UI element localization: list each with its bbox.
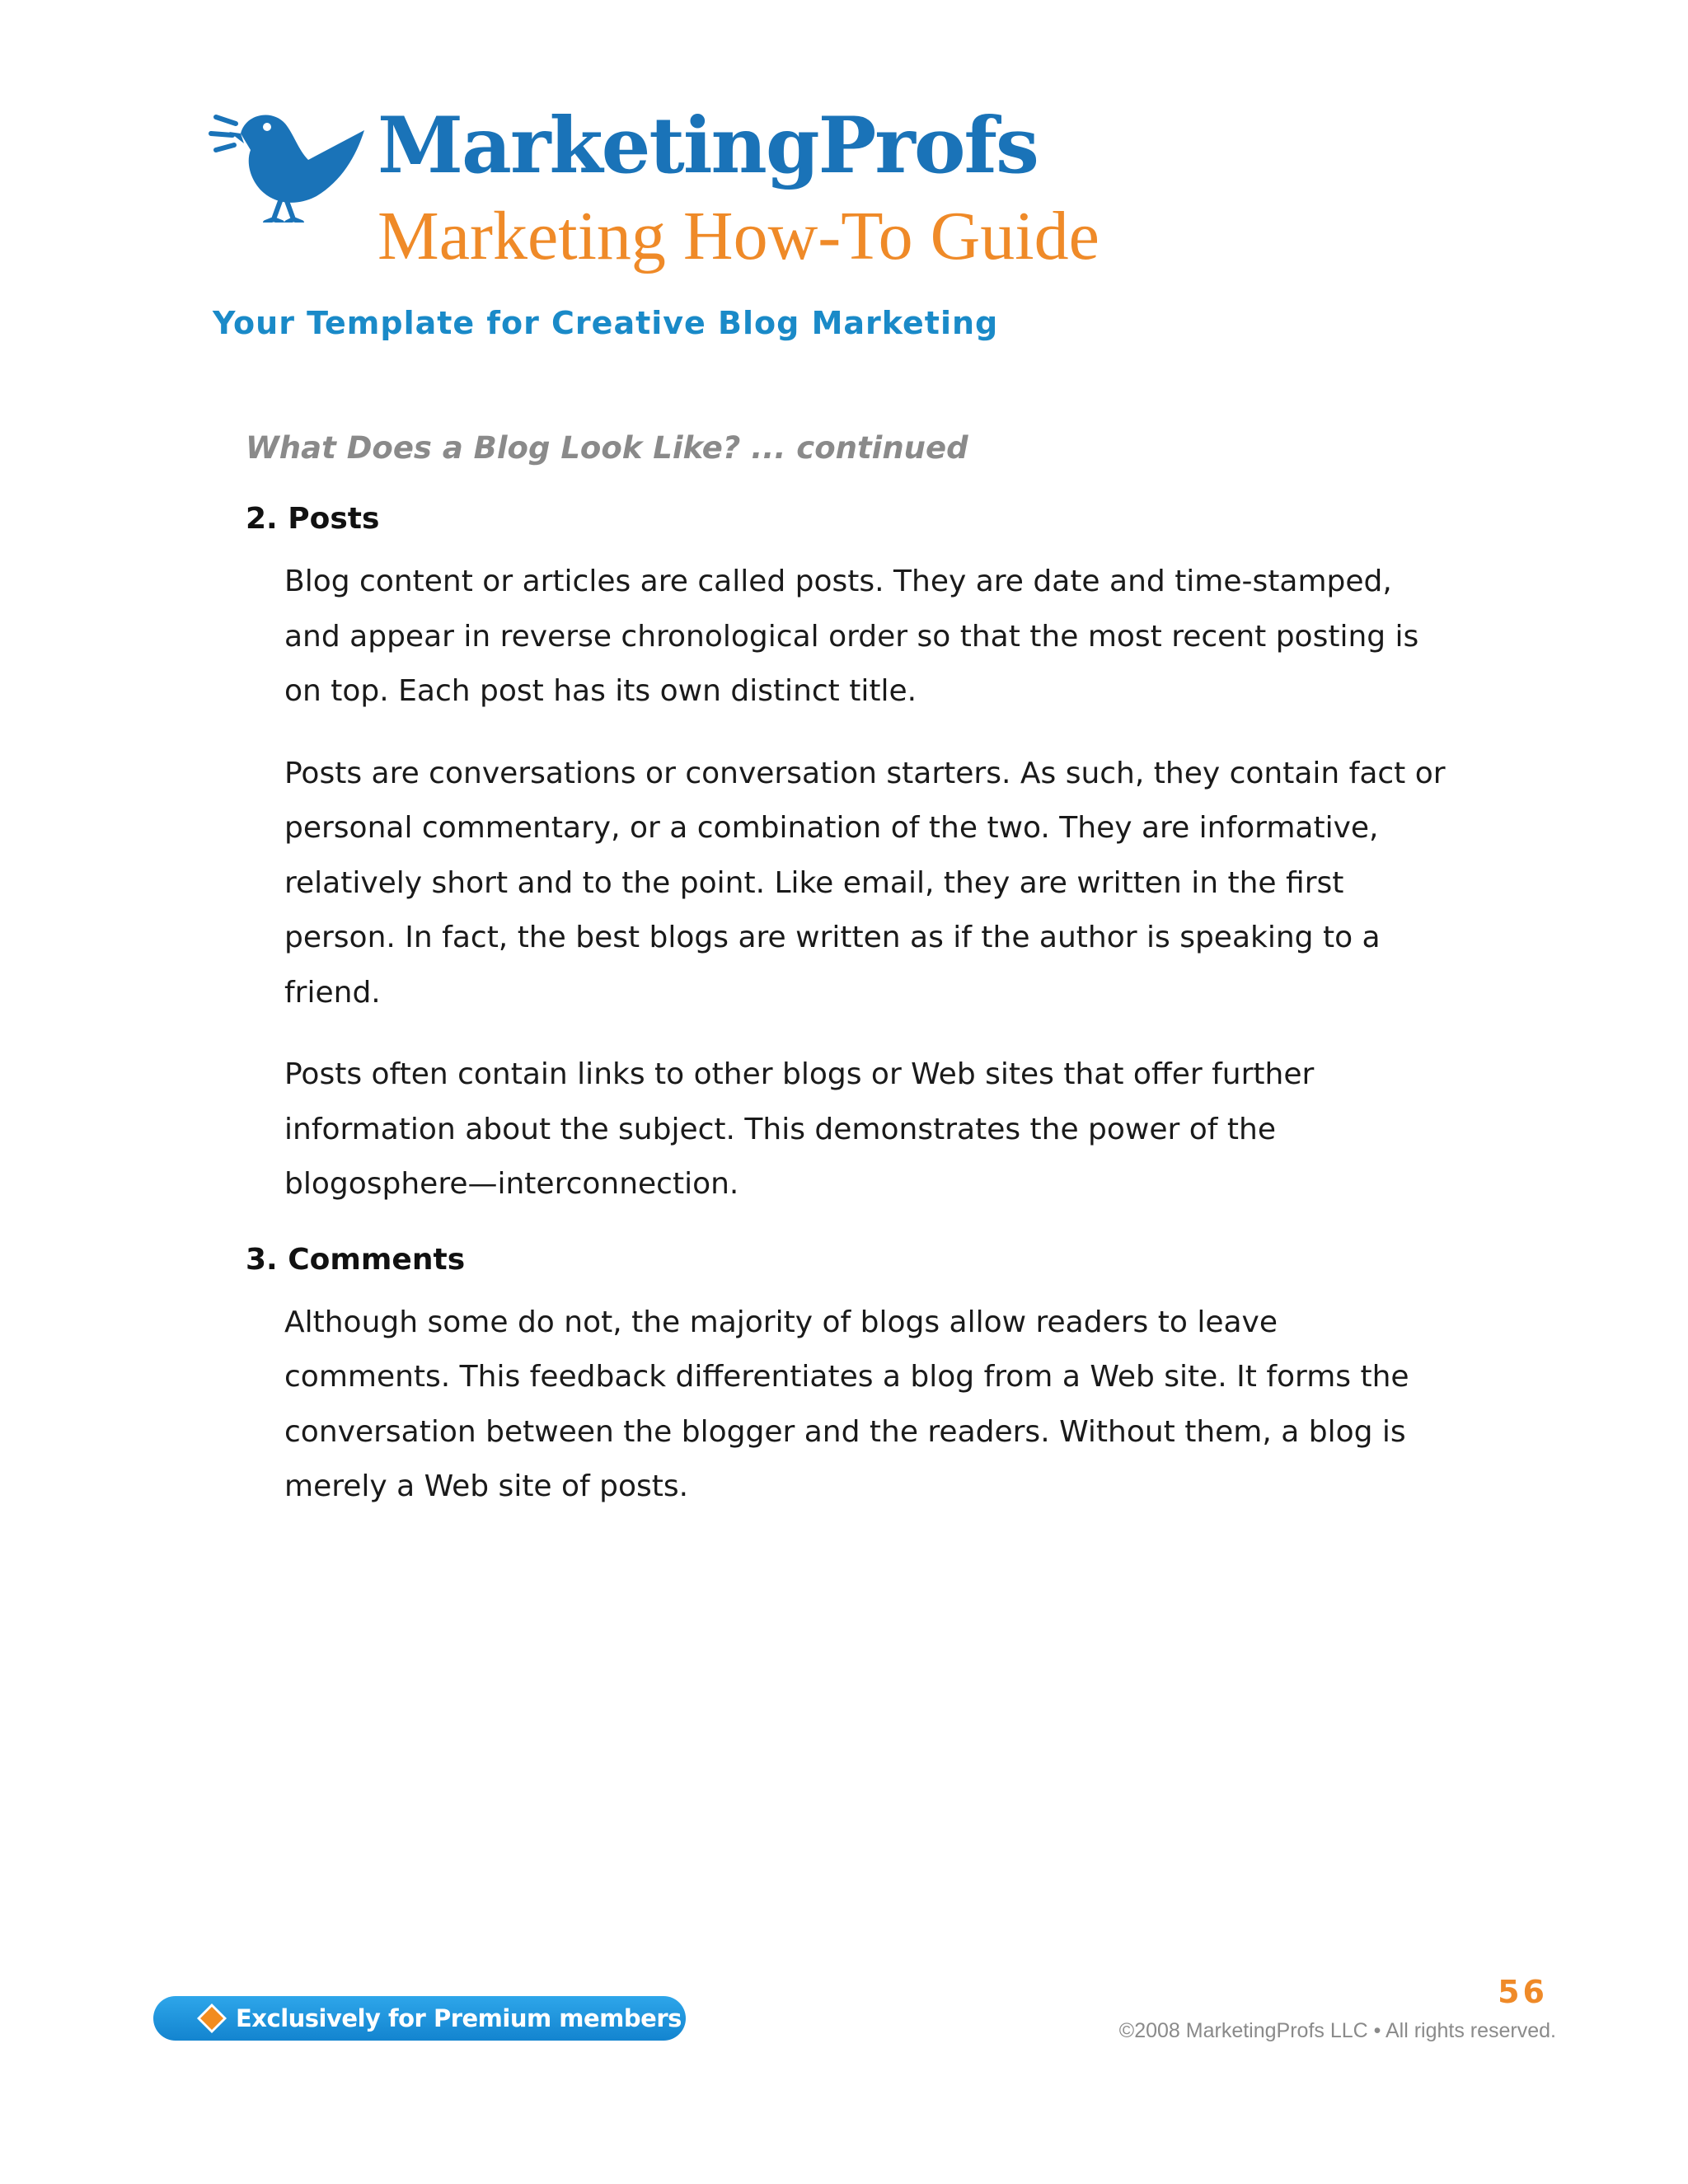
diamond-icon bbox=[196, 2003, 227, 2034]
paragraph: Although some do not, the majority of blogs allow readers to leave comments. This feedback differentiates a blog from a Web site. It forms the conversation between the blogger and the readers. Without them, a blog is merely a Web site of posts. bbox=[284, 1305, 1409, 1503]
document-body bbox=[246, 499, 1449, 1542]
item-heading: 3. Comments bbox=[246, 1242, 466, 1277]
document-subtitle: Your Template for Creative Blog Marketing bbox=[213, 305, 999, 341]
guide-title: Marketing How-To Guide bbox=[377, 198, 1100, 274]
item-heading: 2. Posts bbox=[246, 502, 380, 536]
paragraph: Blog content or articles are called posts. They are date and time-stamped, and appear in reverse chronological order so that the most recent posting is on top. Each post has its own distinct title. bbox=[284, 565, 1419, 708]
section-title: What Does a Blog Look Like? ... continued bbox=[246, 430, 968, 466]
paragraph: Posts are conversations or conversation starters. As such, they contain fact or personal commentary, or a combination of the two. They are informative, relatively short and to the point. Like email, they are written in the first person. In fact, the best blogs are written as if the author is speaking to a friend. bbox=[284, 756, 1446, 1010]
premium-badge bbox=[153, 1996, 686, 2041]
item-posts bbox=[246, 499, 1449, 1212]
paragraph: Posts often contain links to other blogs or Web sites that offer further information about the subject. This demonstrates the power of the blogosphere—interconnection. bbox=[284, 1057, 1315, 1201]
item-comments bbox=[246, 1240, 1449, 1515]
page-number: 56 bbox=[1498, 1974, 1548, 2010]
copyright: ©2008 MarketingProfs LLC • All rights reserved. bbox=[1118, 2019, 1556, 2042]
brand-name: MarketingProfs bbox=[377, 101, 1038, 191]
badge-label: Exclusively for Premium members bbox=[236, 2004, 682, 2032]
bird-icon bbox=[208, 99, 373, 223]
